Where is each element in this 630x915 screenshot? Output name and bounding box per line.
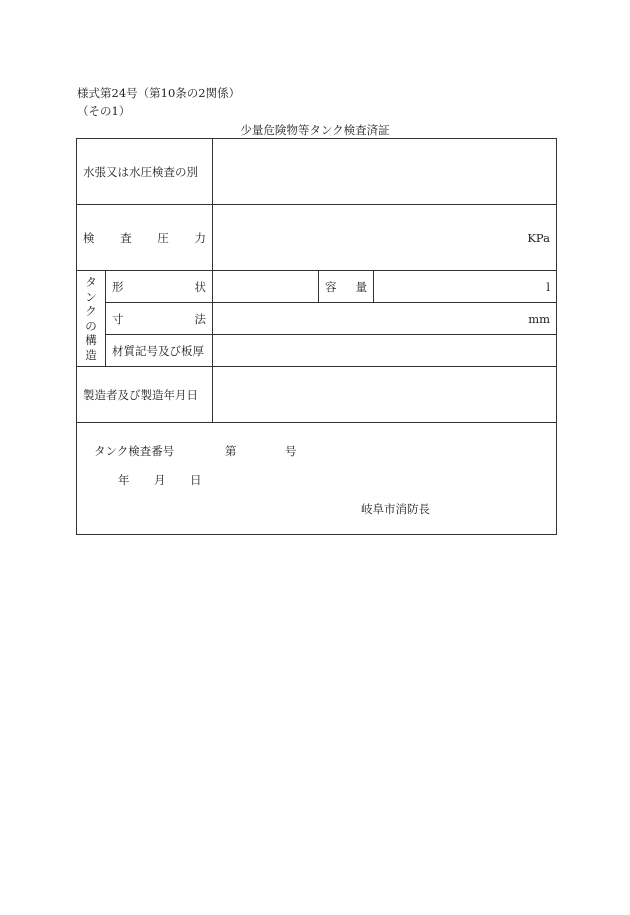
- inspection-type-row: [77, 139, 557, 205]
- day-label: 日: [190, 473, 202, 487]
- capacity-label: [319, 271, 374, 303]
- label-char: 造: [85, 347, 97, 362]
- inspection-number-label: タンク検査番号: [94, 444, 175, 458]
- shape-label: [106, 271, 213, 303]
- material-value[interactable]: [213, 335, 557, 367]
- label-char: 量: [355, 279, 367, 294]
- dimensions-row: [77, 303, 557, 335]
- material-row: [77, 335, 557, 367]
- dai-label: 第: [225, 444, 237, 458]
- inspection-pressure-row: [77, 205, 557, 271]
- shape-value[interactable]: [213, 271, 319, 303]
- label-char: 力: [194, 230, 206, 245]
- go-label: 号: [285, 444, 297, 458]
- label-char: 圧: [157, 230, 169, 245]
- pressure-unit: KPa: [527, 230, 551, 245]
- label-char: 法: [194, 311, 206, 326]
- label-char: タ: [85, 275, 97, 289]
- inspection-pressure-value[interactable]: [213, 205, 557, 271]
- issuer-name: 岐阜市消防長: [361, 502, 430, 516]
- month-label: 月: [154, 473, 166, 487]
- capacity-value[interactable]: [374, 271, 557, 303]
- inspection-type-value[interactable]: [213, 139, 557, 205]
- label-char: ク: [85, 304, 97, 318]
- label-char: 寸: [112, 311, 124, 326]
- label-char: の: [85, 318, 97, 333]
- label-char: 検: [83, 230, 95, 245]
- dimensions-value[interactable]: [213, 303, 557, 335]
- capacity-unit: l: [546, 279, 551, 294]
- label-char: 状: [194, 279, 206, 294]
- footer-cell: [77, 423, 557, 535]
- form-number: 様式第24号（第10条の2関係）: [77, 86, 241, 100]
- tank-structure-label: [77, 271, 106, 367]
- dimensions-unit: mm: [528, 311, 551, 326]
- sub-number: （その1）: [77, 104, 131, 118]
- label-char: 構: [85, 333, 97, 347]
- shape-row: [77, 271, 557, 303]
- manufacturer-value[interactable]: [213, 367, 557, 423]
- inspection-type-label: 水張又は水圧検査の別: [77, 139, 213, 205]
- dimensions-label: [106, 303, 213, 335]
- label-char: 容: [325, 279, 337, 294]
- footer-row: [77, 423, 557, 535]
- label-char: ン: [85, 289, 97, 304]
- inspection-pressure-label: [77, 205, 213, 271]
- manufacturer-label: 製造者及び製造年月日: [77, 367, 213, 423]
- manufacturer-row: [77, 367, 557, 423]
- material-label: 材質記号及び板厚: [106, 335, 213, 367]
- certificate-table: [76, 138, 557, 535]
- year-label: 年: [118, 473, 130, 487]
- label-char: 査: [120, 230, 132, 245]
- document-title: 少量危険物等タンク検査済証: [240, 123, 390, 137]
- label-char: 形: [112, 279, 124, 294]
